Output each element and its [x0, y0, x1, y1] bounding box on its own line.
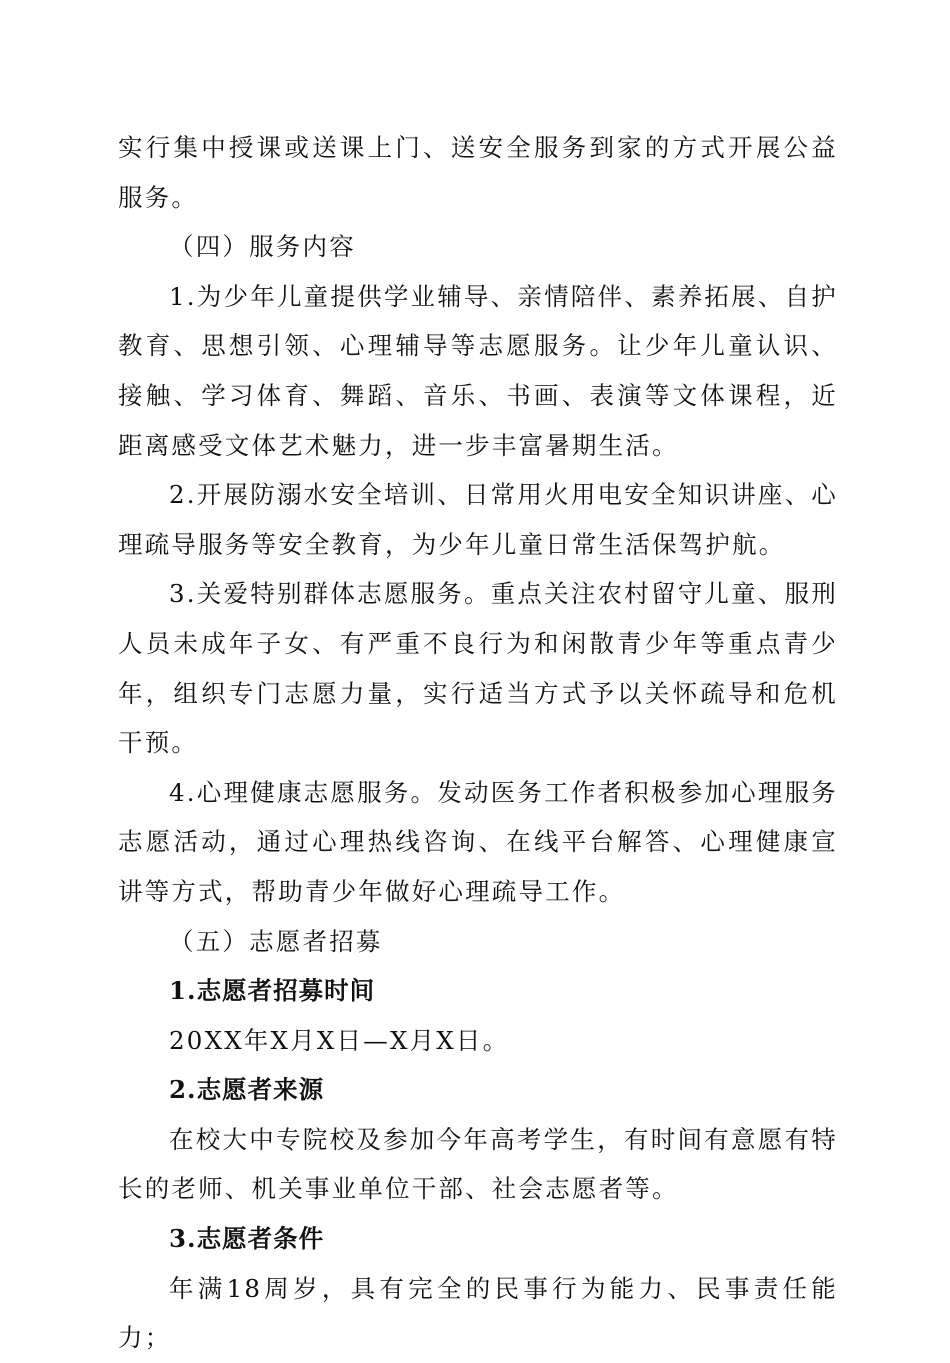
section-heading-service-content: （四）服务内容 [169, 232, 356, 262]
subheading-recruitment-time: 1.志愿者招募时间 [169, 976, 376, 1006]
document-body [118, 123, 838, 1363]
volunteer-conditions-text: 年满18周岁，具有完全的民事行为能力、民事责任能力； [118, 1273, 838, 1353]
list-item-4-mental-health: 4.心理健康志愿服务。发动医务工作者积极参加心理服务志愿活动，通过心理热线咨询、在线平台解答、心理健康宣讲等方式，帮助青少年做好心理疏导工作。 [118, 777, 838, 906]
recruitment-time-value: 20XX年X月X日—X月X日。 [169, 1025, 510, 1055]
paragraph-continuation: 实行集中授课或送课上门、送安全服务到家的方式开展公益服务。 [118, 133, 838, 212]
subheading-volunteer-source: 2.志愿者来源 [169, 1075, 325, 1105]
section-heading-volunteer-recruitment: （五）志愿者招募 [169, 926, 383, 956]
list-item-1-tutoring: 1.为少年儿童提供学业辅导、亲情陪伴、素养拓展、自护教育、思想引领、心理辅导等志愿服务。让少年儿童认识、接触、学习体育、舞蹈、音乐、书画、表演等文体课程，近距离感受文体艺术魅力，进一步丰富暑期生活。 [118, 281, 838, 460]
volunteer-source-text: 在校大中专院校及参加今年高考学生，有时间有意愿有特长的老师、机关事业单位干部、社会志愿者等。 [118, 1124, 838, 1204]
list-item-2-safety-education: 2.开展防溺水安全培训、日常用火用电安全知识讲座、心理疏导服务等安全教育，为少年儿童日常生活保驾护航。 [118, 480, 838, 559]
list-item-3-special-groups: 3.关爱特别群体志愿服务。重点关注农村留守儿童、服刑人员未成年子女、有严重不良行为和闲散青少年等重点青少年，组织专门志愿力量，实行适当方式予以关怀疏导和危机干预。 [118, 579, 838, 758]
subheading-volunteer-conditions: 3.志愿者条件 [169, 1224, 325, 1254]
